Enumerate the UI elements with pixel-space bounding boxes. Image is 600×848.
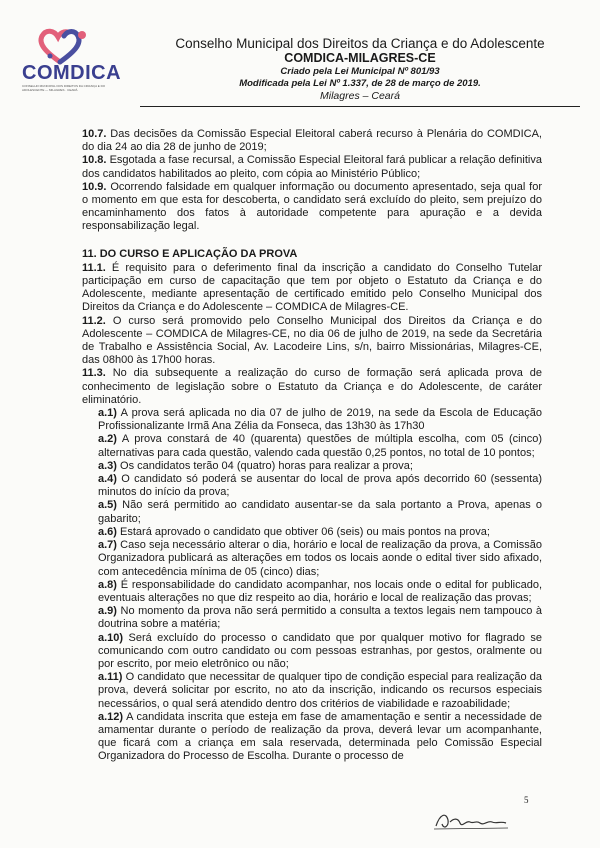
- clause-11-1: [82, 262, 542, 315]
- subitem-a9: [98, 605, 542, 631]
- signature-icon: [432, 808, 512, 834]
- subitem-a8: [98, 579, 542, 605]
- header-text-block: [140, 36, 580, 103]
- subitem-number: a.8): [98, 578, 117, 591]
- clause-text: Das decisões da Comissão Especial Eleitoral caberá recurso à Plenária do COMDICA, do dia 24 ao dia 28 de junho de 2019;: [82, 128, 542, 154]
- subitem-number: a.11): [98, 671, 123, 684]
- subitem-text: É responsabilidade do candidato acompanhar, nos locais onde o edital for publicado, eventuais alterações no que diz respeito ao dia, horário e local de realização das provas;: [98, 578, 542, 604]
- heart-logo-icon: [20, 26, 132, 66]
- clause-11-2: [82, 315, 542, 368]
- subitem-text: Caso seja necessário alterar o dia, horário e local de realização da prova, a Comissão Organizadora publicará as alterações em todos os locais aonde o edital tiver sido afixado, com antecedência mínima de 05 (cinco) dias;: [98, 539, 542, 578]
- clause-number: 11.1.: [82, 261, 106, 274]
- subitem-text: Os candidatos terão 04 (quatro) horas para realizar a prova;: [116, 459, 413, 472]
- header-law-created: Criado pela Lei Municipal Nº 801/93: [280, 66, 440, 77]
- subitem-number: a.10): [98, 631, 124, 644]
- subitem-text: Será excluído do processo o candidato que por qualquer motivo for flagrado se comunicando com outro candidato ou com pessoas estranhas, por gestos, oralmente ou por escrito, por meio eletrônico ou não;: [98, 631, 542, 670]
- subitem-text: O candidato que necessitar de qualquer tipo de condição especial para realização da prova, deverá solicitar por escrito, no ato da inscrição, indicando os recursos especiais necessários, o qual será atendido dentro dos critérios de viabilidade e razoabilidade;: [98, 671, 542, 710]
- subitem-a2: [98, 433, 542, 459]
- header-law-modified: Modificada pela Lei Nº 1.337, de 28 de março de 2019.: [239, 78, 481, 89]
- subitem-a3: [98, 460, 542, 473]
- section-11-title: 11. DO CURSO E APLICAÇÃO DA PROVA: [82, 247, 298, 260]
- page-number: 5: [524, 795, 529, 805]
- clause-text: É requisito para o deferimento final da inscrição a candidato do Conselho Tutelar participação em curso de capacitação que tem por objeto o Estatuto da Criança e do Adolescente, mediante apresentação de certificado emitido pelo Conselho Municipal dos Direitos da Criança e do Adolescente – COMDICA de Milagres-CE.: [82, 261, 542, 314]
- subitem-number: a.3): [98, 459, 117, 472]
- logo-wordmark: COMDICA: [22, 62, 122, 84]
- subitem-text: Estará aprovado o candidato que obtiver 06 (seis) ou mais pontos na prova;: [116, 525, 490, 538]
- subitem-text: A candidata inscrita que esteja em fase de amamentação e sentir a necessidade de amamentar durante o período de realização da prova, deverá levar um acompanhante, que ficará com a criança em sala reservada, determinada pelo Comissão Especial Organizadora do Processo de Escolha. Durante o processo de: [98, 710, 542, 763]
- clause-text: O curso será promovido pelo Conselho Municipal dos Direitos da Criança e do Adolescente – COMDICA de Milagres-CE, no dia 06 de julho de 2019, na sede da Secretária de Trabalho e Assistência Social, Av. Lacodeire Lins, s/n, bairro Missionárias, Milagres-CE, das 08h00 às 17h00 horas.: [82, 314, 542, 367]
- subitem-text: A prova constará de 40 (quarenta) questões de múltipla escolha, com 05 (cinco) alternativas para cada questão, valendo cada questão 0,25 pontos, no total de 10 pontos;: [98, 433, 542, 459]
- document-header: [0, 0, 600, 106]
- clause-11-3: [82, 367, 542, 407]
- subitem-number: a.6): [98, 525, 117, 538]
- subitem-text: Não será permitido ao candidato ausentar-se da sala portanto a Prova, apenas o gabarito;: [98, 499, 542, 525]
- subitem-number: a.7): [98, 539, 117, 552]
- clause-number: 10.8.: [82, 154, 107, 167]
- subitem-text: O candidato só poderá se ausentar do local de prova após decorrido 60 (sessenta) minutos do início da prova;: [98, 473, 542, 499]
- subitem-text: No momento da prova não será permitido a consulta a textos legais nem tampouco à doutrina sobre a matéria;: [98, 605, 542, 631]
- clause-number: 10.9.: [82, 180, 107, 193]
- handwritten-signature: [432, 808, 512, 834]
- subitem-a10: [98, 632, 542, 672]
- clause-number: 11.2.: [82, 314, 106, 327]
- subitem-a7: [98, 539, 542, 579]
- subitem-a12: [98, 711, 542, 764]
- header-divider: [140, 106, 580, 107]
- subitem-a6: [98, 526, 542, 539]
- subitem-number: a.9): [98, 605, 117, 618]
- clause-number: 10.7.: [82, 128, 107, 140]
- subitem-a5: [98, 499, 542, 525]
- subitem-a1: [98, 407, 542, 433]
- subitem-number: a.12): [98, 710, 124, 723]
- clause-number: 11.3.: [82, 367, 106, 380]
- subitem-text: A prova será aplicada no dia 07 de julho de 2019, na sede da Escola de Educação Profissionalizante Irmã Ana Zélia da Fonseca, das 13h30 às 17h30: [98, 407, 542, 433]
- subitem-number: a.2): [98, 433, 117, 446]
- clause-text: Ocorrendo falsidade em qualquer informação ou documento apresentado, seja qual for o momento em que esta for descoberta, o candidato será excluído do pleito, sem prejuízo do encaminhamento dos fatos à autoridade competente para apuração e a devida responsabilização legal.: [82, 180, 542, 233]
- logo-subtext: CONSELHO MUNICIPAL DOS DIREITOS DA CRIANÇA E DO ADOLESCENTE — MILAGRES · CEARÁ: [22, 84, 106, 92]
- clause-10-9: [82, 181, 542, 234]
- subitem-number: a.4): [98, 473, 117, 486]
- subitem-number: a.5): [98, 499, 117, 512]
- header-acronym: COMDICA-MILAGRES-CE: [284, 51, 436, 65]
- subitem-number: a.1): [98, 407, 117, 420]
- header-council-name: Conselho Municipal dos Direitos da Criança e do Adolescente: [175, 36, 545, 51]
- subitem-list: [82, 407, 542, 763]
- clause-10-8: [82, 154, 542, 180]
- clause-10-7: [82, 128, 542, 154]
- document-body: [82, 128, 542, 764]
- subitem-a4: [98, 473, 542, 499]
- header-location: Milagres – Ceará: [320, 90, 400, 102]
- clause-text: Esgotada a fase recursal, a Comissão Especial Eleitoral fará publicar a relação definitiva dos candidatos habilitados ao pleito, com cópia ao Ministério Público;: [82, 154, 542, 180]
- subitem-a11: [98, 671, 542, 711]
- clause-text: No dia subsequente a realização do curso de formação será aplicada prova de conhecimento de legislação sobre o Estatuto da Criança e do Adolescente, de caráter eliminatório.: [82, 367, 542, 406]
